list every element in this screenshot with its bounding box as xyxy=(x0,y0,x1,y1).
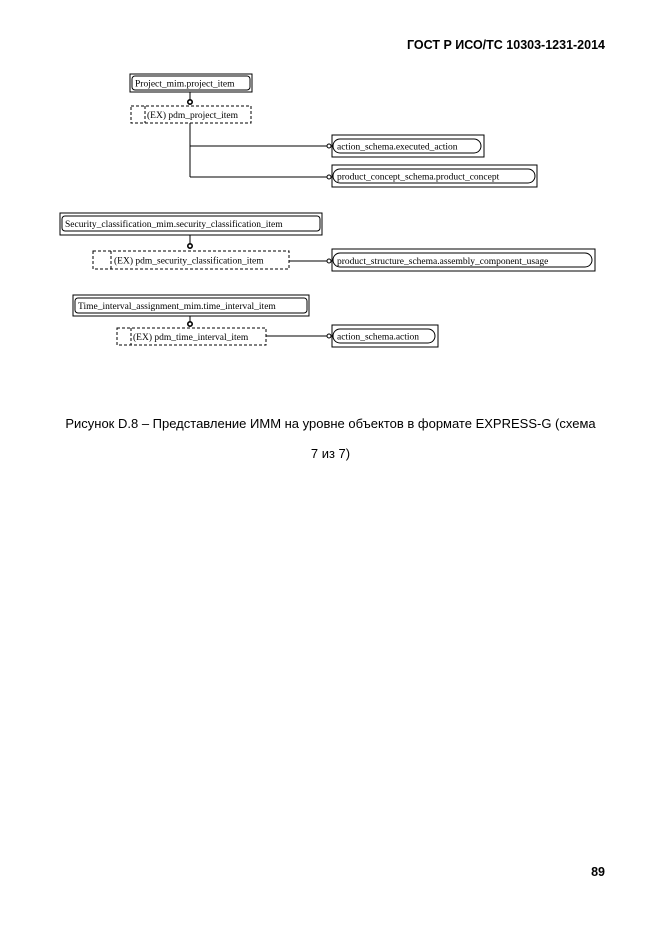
label-assembly-component-usage: product_structure_schema.assembly_component_usage xyxy=(337,257,549,267)
label-project-item: Project_mim.project_item xyxy=(135,79,235,90)
figure-caption-line-2: 7 из 7) xyxy=(310,446,351,461)
label-time-interval-item: Time_interval_assignment_mim.time_interval_item xyxy=(78,302,276,312)
page-number: 89 xyxy=(591,865,605,879)
label-executed-action: action_schema.executed_action xyxy=(337,142,458,153)
label-pdm-security-classification-item: (EX) pdm_security_classification_item xyxy=(114,256,264,267)
label-pdm-project-item: (EX) pdm_project_item xyxy=(147,111,239,121)
document-header: ГОСТ Р ИСО/ТС 10303-1231-2014 xyxy=(406,38,605,52)
label-product-concept: product_concept_schema.product_concept xyxy=(337,172,500,183)
label-action: action_schema.action xyxy=(337,332,420,343)
label-security-classification-item: Security_classification_mim.security_classification_item xyxy=(65,220,283,230)
label-pdm-time-interval-item: (EX) pdm_time_interval_item xyxy=(133,333,249,343)
figure-caption-line-1: Рисунок D.8 – Представление ИММ на уровне объектов в формате EXPRESS-G (схема xyxy=(65,416,596,431)
